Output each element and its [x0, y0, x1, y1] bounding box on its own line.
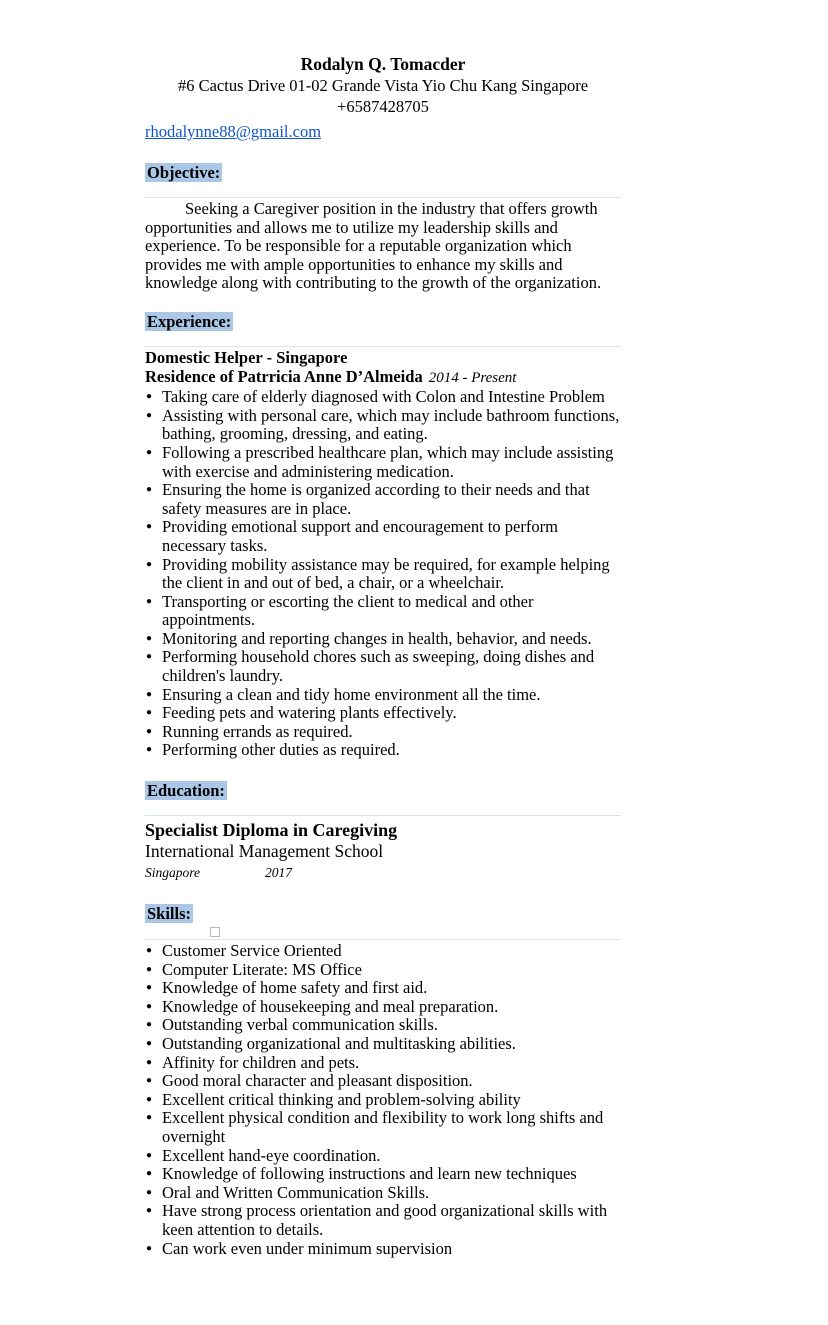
- education-heading-label: Education:: [147, 781, 225, 801]
- list-item: ● Taking care of elderly diagnosed with Colon and Intestine Problem: [145, 388, 621, 407]
- divider: [145, 815, 621, 816]
- list-item: ● Knowledge of home safety and first aid.: [145, 979, 621, 998]
- duties-list: [145, 388, 621, 760]
- skills-heading: [145, 903, 621, 924]
- employer-line: [145, 368, 621, 388]
- list-item: ● Good moral character and pleasant disposition.: [145, 1072, 621, 1091]
- employer-name: Residence of Patrricia Anne D’Almeida: [145, 366, 423, 386]
- education-meta: [145, 865, 621, 881]
- list-item: ● Performing other duties as required.: [145, 741, 621, 760]
- person-name: Rodalyn Q. Tomacder: [300, 54, 466, 74]
- list-item: ● Ensuring the home is organized according to their needs and that safety measures are in place.: [145, 481, 621, 518]
- list-item: ● Providing mobility assistance may be required, for example helping the client in and out of bed, a chair, or a wheelchair.: [145, 556, 621, 593]
- education-location: Singapore: [145, 865, 200, 881]
- education-heading: [145, 780, 621, 801]
- skills-list: [145, 942, 621, 1258]
- list-item: ● Outstanding organizational and multitasking abilities.: [145, 1035, 621, 1054]
- address-line: #6 Cactus Drive 01-02 Grande Vista Yio Chu Kang Singapore: [177, 76, 589, 95]
- email-link[interactable]: rhodalynne88@gmail.com: [145, 122, 322, 141]
- education-year: 2017: [265, 865, 292, 881]
- objective-heading-label: Objective:: [147, 163, 221, 182]
- list-item: ● Excellent critical thinking and problem-solving ability: [145, 1091, 621, 1110]
- school-name: International Management School: [145, 841, 384, 862]
- employment-dates: 2014 - Present: [428, 369, 517, 386]
- list-item: ● Affinity for children and pets.: [145, 1054, 621, 1073]
- list-item: ● Knowledge of following instructions and learn new techniques: [145, 1165, 621, 1184]
- degree-title: Specialist Diploma in Caregiving: [145, 820, 398, 841]
- list-item: ● Running errands as required.: [145, 723, 621, 742]
- list-item: ● Monitoring and reporting changes in health, behavior, and needs.: [145, 630, 621, 649]
- list-item: ● Providing emotional support and encouragement to perform necessary tasks.: [145, 518, 621, 555]
- divider: [145, 939, 621, 940]
- list-item: ● Can work even under minimum supervision: [145, 1240, 621, 1259]
- objective-paragraph: Seeking a Caregiver position in the industry that offers growth opportunities and allows me to utilize my leadership skills and experience. To be responsible for a reputable organization which provides me with ample opportunities to enhance my skills and knowledge along with contributing to the growth of the organization.: [145, 199, 602, 293]
- empty-checkbox[interactable]: [210, 927, 220, 937]
- list-item: ● Customer Service Oriented: [145, 942, 621, 961]
- list-item: ● Following a prescribed healthcare plan, which may include assisting with exercise and administering medication.: [145, 444, 621, 481]
- checkbox-row: [210, 927, 621, 937]
- list-item: ● Have strong process orientation and good organizational skills with keen attention to details.: [145, 1202, 621, 1239]
- list-item: ● Excellent hand-eye coordination.: [145, 1147, 621, 1166]
- list-item: ● Transporting or escorting the client to medical and other appointments.: [145, 593, 621, 630]
- list-item: ● Outstanding verbal communication skills.: [145, 1016, 621, 1035]
- job-title: Domestic Helper - Singapore: [145, 347, 348, 367]
- list-item: ● Assisting with personal care, which may include bathroom functions, bathing, grooming, dressing, and eating.: [145, 407, 621, 444]
- list-item: ● Excellent physical condition and flexibility to work long shifts and overnight: [145, 1109, 621, 1146]
- skills-heading-label: Skills:: [147, 904, 192, 924]
- phone-number: +6587428705: [337, 97, 429, 116]
- list-item: ● Computer Literate: MS Office: [145, 961, 621, 980]
- divider: [145, 197, 621, 198]
- list-item: ● Oral and Written Communication Skills.: [145, 1184, 621, 1203]
- list-item: ● Knowledge of housekeeping and meal preparation.: [145, 998, 621, 1017]
- list-item: ● Ensuring a clean and tidy home environment all the time.: [145, 686, 621, 705]
- email-line: [145, 121, 621, 142]
- divider: [145, 346, 621, 347]
- experience-heading: [145, 311, 621, 332]
- resume-header: [145, 53, 621, 117]
- list-item: ● Feeding pets and watering plants effectively.: [145, 704, 621, 723]
- experience-heading-label: Experience:: [147, 311, 232, 331]
- list-item: ● Performing household chores such as sweeping, doing dishes and children's laundry.: [145, 648, 621, 685]
- objective-heading: [145, 162, 621, 183]
